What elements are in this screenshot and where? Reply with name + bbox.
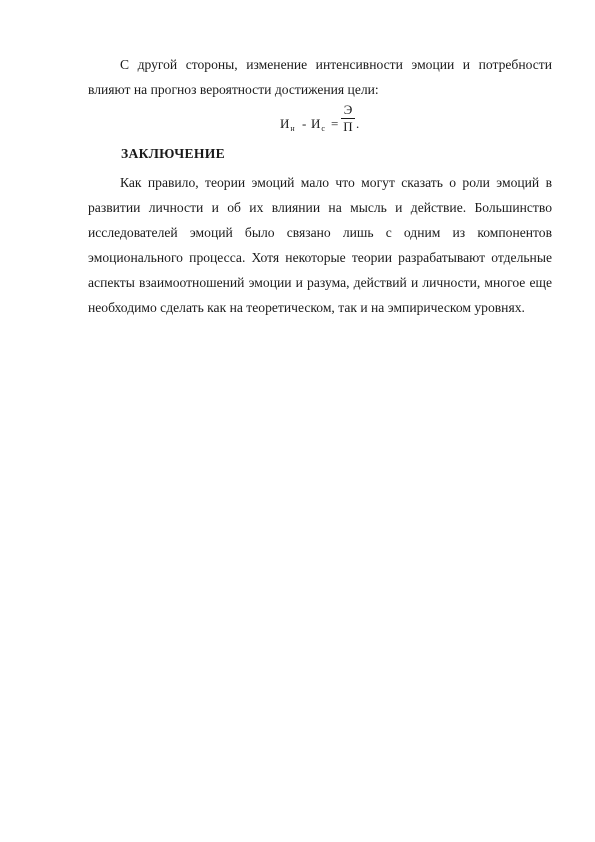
formula-term-1 — [280, 116, 295, 132]
paragraph-intro: С другой стороны, изменение интенсивности эмоции и потребности влияют на прогноз вероятности достижения цели: — [88, 57, 552, 97]
formula-minus: - — [302, 116, 307, 131]
formula-period: . — [356, 116, 360, 131]
section-heading: ЗАКЛЮЧЕНИЕ — [121, 146, 226, 161]
formula-sub-1: н — [290, 124, 295, 133]
formula-numerator: Э — [343, 102, 353, 117]
formula-denominator: П — [343, 119, 353, 134]
formula-sub-2: с — [321, 124, 325, 133]
formula-var-2: И — [311, 116, 321, 131]
formula-equals: = — [331, 116, 339, 131]
paragraph-conclusion: Как правило, теории эмоций мало что могут сказать о роли эмоций в развитии личности и об их влиянии на мысль и действие. Большинство исследователей эмоций было связано лишь с одним из компонентов эмоционального процесса. Хотя некоторые теории разрабатывают отдельные аспекты взаимоотношений эмоции и разума, действий и личности, многое еще необходимо сделать как на теоретическом, так и на эмпирическом уровнях. — [88, 175, 552, 315]
formula-fraction — [341, 103, 355, 134]
formula-var-1: И — [280, 116, 290, 131]
formula-term-2 — [311, 116, 325, 132]
